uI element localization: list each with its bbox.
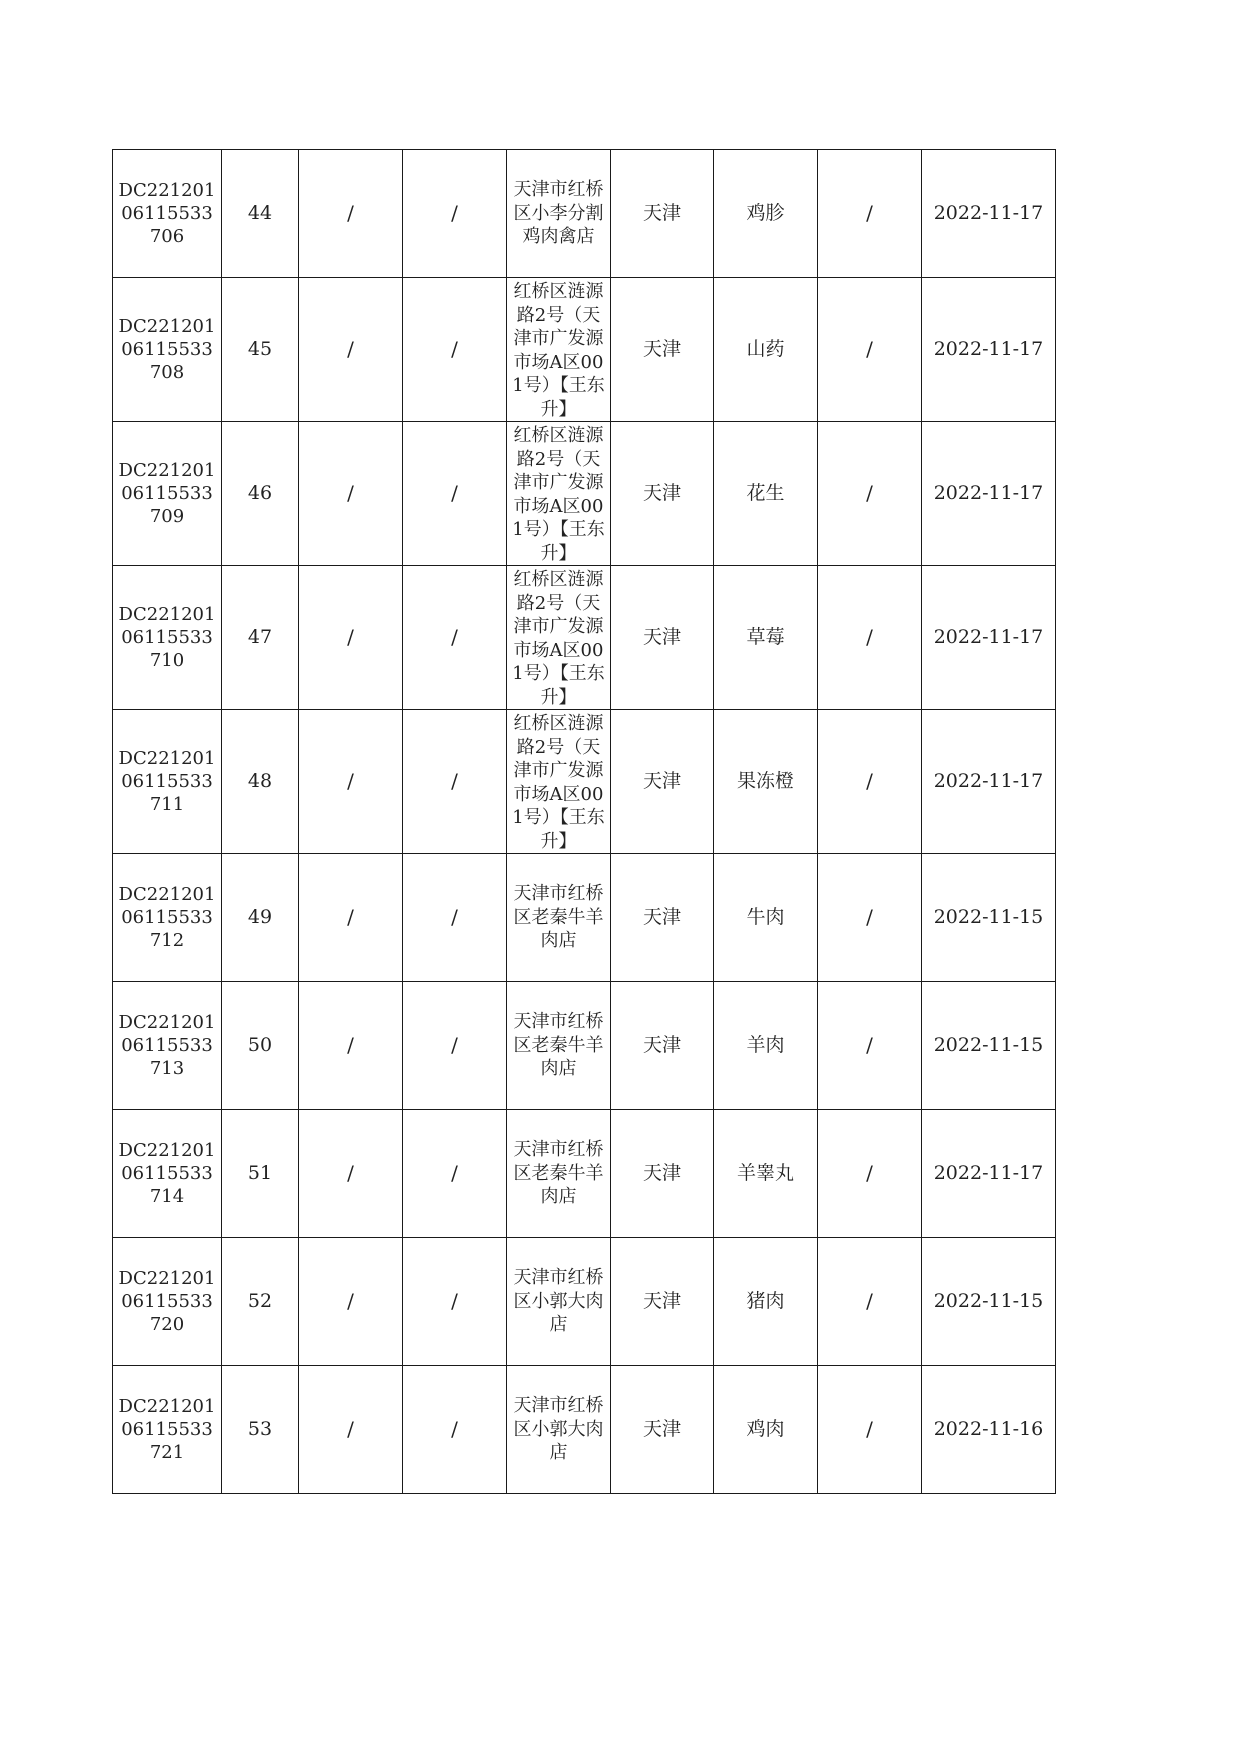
address-cell: 天津市红桥区老秦牛羊肉店 bbox=[507, 854, 611, 982]
product-cell: 羊睾丸 bbox=[714, 1110, 818, 1238]
region-cell: 天津 bbox=[611, 278, 714, 422]
sample-code-cell: DC22120106115533720 bbox=[113, 1238, 222, 1366]
product-cell: 草莓 bbox=[714, 566, 818, 710]
product-cell: 牛肉 bbox=[714, 854, 818, 982]
empty-cell: / bbox=[818, 982, 922, 1110]
sequence-cell: 44 bbox=[222, 150, 299, 278]
table-row bbox=[113, 566, 1056, 710]
date-cell: 2022-11-17 bbox=[922, 1110, 1056, 1238]
empty-cell: / bbox=[299, 278, 403, 422]
empty-cell: / bbox=[403, 422, 507, 566]
sequence-cell: 53 bbox=[222, 1366, 299, 1494]
empty-cell: / bbox=[818, 710, 922, 854]
sequence-cell: 46 bbox=[222, 422, 299, 566]
empty-cell: / bbox=[818, 278, 922, 422]
sample-code-cell: DC22120106115533706 bbox=[113, 150, 222, 278]
date-cell: 2022-11-15 bbox=[922, 982, 1056, 1110]
results-table bbox=[112, 149, 1056, 1494]
sequence-cell: 50 bbox=[222, 982, 299, 1110]
sequence-cell: 52 bbox=[222, 1238, 299, 1366]
empty-cell: / bbox=[299, 1366, 403, 1494]
region-cell: 天津 bbox=[611, 566, 714, 710]
product-cell: 猪肉 bbox=[714, 1238, 818, 1366]
sequence-cell: 45 bbox=[222, 278, 299, 422]
empty-cell: / bbox=[403, 710, 507, 854]
region-cell: 天津 bbox=[611, 710, 714, 854]
empty-cell: / bbox=[818, 566, 922, 710]
address-cell: 天津市红桥区小李分割鸡肉禽店 bbox=[507, 150, 611, 278]
empty-cell: / bbox=[818, 854, 922, 982]
empty-cell: / bbox=[403, 854, 507, 982]
product-cell: 果冻橙 bbox=[714, 710, 818, 854]
table-row bbox=[113, 150, 1056, 278]
product-cell: 鸡肉 bbox=[714, 1366, 818, 1494]
empty-cell: / bbox=[299, 422, 403, 566]
table-row bbox=[113, 710, 1056, 854]
empty-cell: / bbox=[818, 1238, 922, 1366]
date-cell: 2022-11-17 bbox=[922, 566, 1056, 710]
empty-cell: / bbox=[403, 566, 507, 710]
sequence-cell: 47 bbox=[222, 566, 299, 710]
empty-cell: / bbox=[299, 854, 403, 982]
region-cell: 天津 bbox=[611, 422, 714, 566]
sample-code-cell: DC22120106115533711 bbox=[113, 710, 222, 854]
sample-code-cell: DC22120106115533721 bbox=[113, 1366, 222, 1494]
sample-code-cell: DC22120106115533714 bbox=[113, 1110, 222, 1238]
product-cell: 鸡胗 bbox=[714, 150, 818, 278]
region-cell: 天津 bbox=[611, 1366, 714, 1494]
address-cell: 红桥区涟源路2号（天津市广发源市场A区001号）【王东升】 bbox=[507, 422, 611, 566]
date-cell: 2022-11-17 bbox=[922, 150, 1056, 278]
region-cell: 天津 bbox=[611, 150, 714, 278]
date-cell: 2022-11-17 bbox=[922, 422, 1056, 566]
empty-cell: / bbox=[818, 422, 922, 566]
empty-cell: / bbox=[403, 278, 507, 422]
date-cell: 2022-11-17 bbox=[922, 278, 1056, 422]
date-cell: 2022-11-15 bbox=[922, 1238, 1056, 1366]
sample-code-cell: DC22120106115533712 bbox=[113, 854, 222, 982]
empty-cell: / bbox=[299, 566, 403, 710]
date-cell: 2022-11-17 bbox=[922, 710, 1056, 854]
product-cell: 花生 bbox=[714, 422, 818, 566]
address-cell: 天津市红桥区老秦牛羊肉店 bbox=[507, 1110, 611, 1238]
empty-cell: / bbox=[299, 710, 403, 854]
empty-cell: / bbox=[403, 1110, 507, 1238]
sample-code-cell: DC22120106115533709 bbox=[113, 422, 222, 566]
date-cell: 2022-11-15 bbox=[922, 854, 1056, 982]
empty-cell: / bbox=[299, 150, 403, 278]
sequence-cell: 51 bbox=[222, 1110, 299, 1238]
address-cell: 红桥区涟源路2号（天津市广发源市场A区001号）【王东升】 bbox=[507, 566, 611, 710]
empty-cell: / bbox=[818, 1366, 922, 1494]
table-row bbox=[113, 278, 1056, 422]
date-cell: 2022-11-16 bbox=[922, 1366, 1056, 1494]
sample-code-cell: DC22120106115533708 bbox=[113, 278, 222, 422]
empty-cell: / bbox=[818, 1110, 922, 1238]
empty-cell: / bbox=[299, 1238, 403, 1366]
address-cell: 天津市红桥区小郭大肉店 bbox=[507, 1238, 611, 1366]
empty-cell: / bbox=[403, 150, 507, 278]
sample-code-cell: DC22120106115533713 bbox=[113, 982, 222, 1110]
sample-code-cell: DC22120106115533710 bbox=[113, 566, 222, 710]
product-cell: 羊肉 bbox=[714, 982, 818, 1110]
region-cell: 天津 bbox=[611, 1110, 714, 1238]
empty-cell: / bbox=[403, 982, 507, 1110]
empty-cell: / bbox=[299, 1110, 403, 1238]
address-cell: 红桥区涟源路2号（天津市广发源市场A区001号）【王东升】 bbox=[507, 278, 611, 422]
sequence-cell: 49 bbox=[222, 854, 299, 982]
region-cell: 天津 bbox=[611, 1238, 714, 1366]
region-cell: 天津 bbox=[611, 854, 714, 982]
empty-cell: / bbox=[299, 982, 403, 1110]
empty-cell: / bbox=[818, 150, 922, 278]
region-cell: 天津 bbox=[611, 982, 714, 1110]
address-cell: 天津市红桥区小郭大肉店 bbox=[507, 1366, 611, 1494]
product-cell: 山药 bbox=[714, 278, 818, 422]
table-row bbox=[113, 982, 1056, 1110]
address-cell: 天津市红桥区老秦牛羊肉店 bbox=[507, 982, 611, 1110]
sequence-cell: 48 bbox=[222, 710, 299, 854]
table-row bbox=[113, 422, 1056, 566]
table-row bbox=[113, 1238, 1056, 1366]
table-row bbox=[113, 1110, 1056, 1238]
empty-cell: / bbox=[403, 1366, 507, 1494]
empty-cell: / bbox=[403, 1238, 507, 1366]
address-cell: 红桥区涟源路2号（天津市广发源市场A区001号）【王东升】 bbox=[507, 710, 611, 854]
table-row bbox=[113, 1366, 1056, 1494]
table-row bbox=[113, 854, 1056, 982]
